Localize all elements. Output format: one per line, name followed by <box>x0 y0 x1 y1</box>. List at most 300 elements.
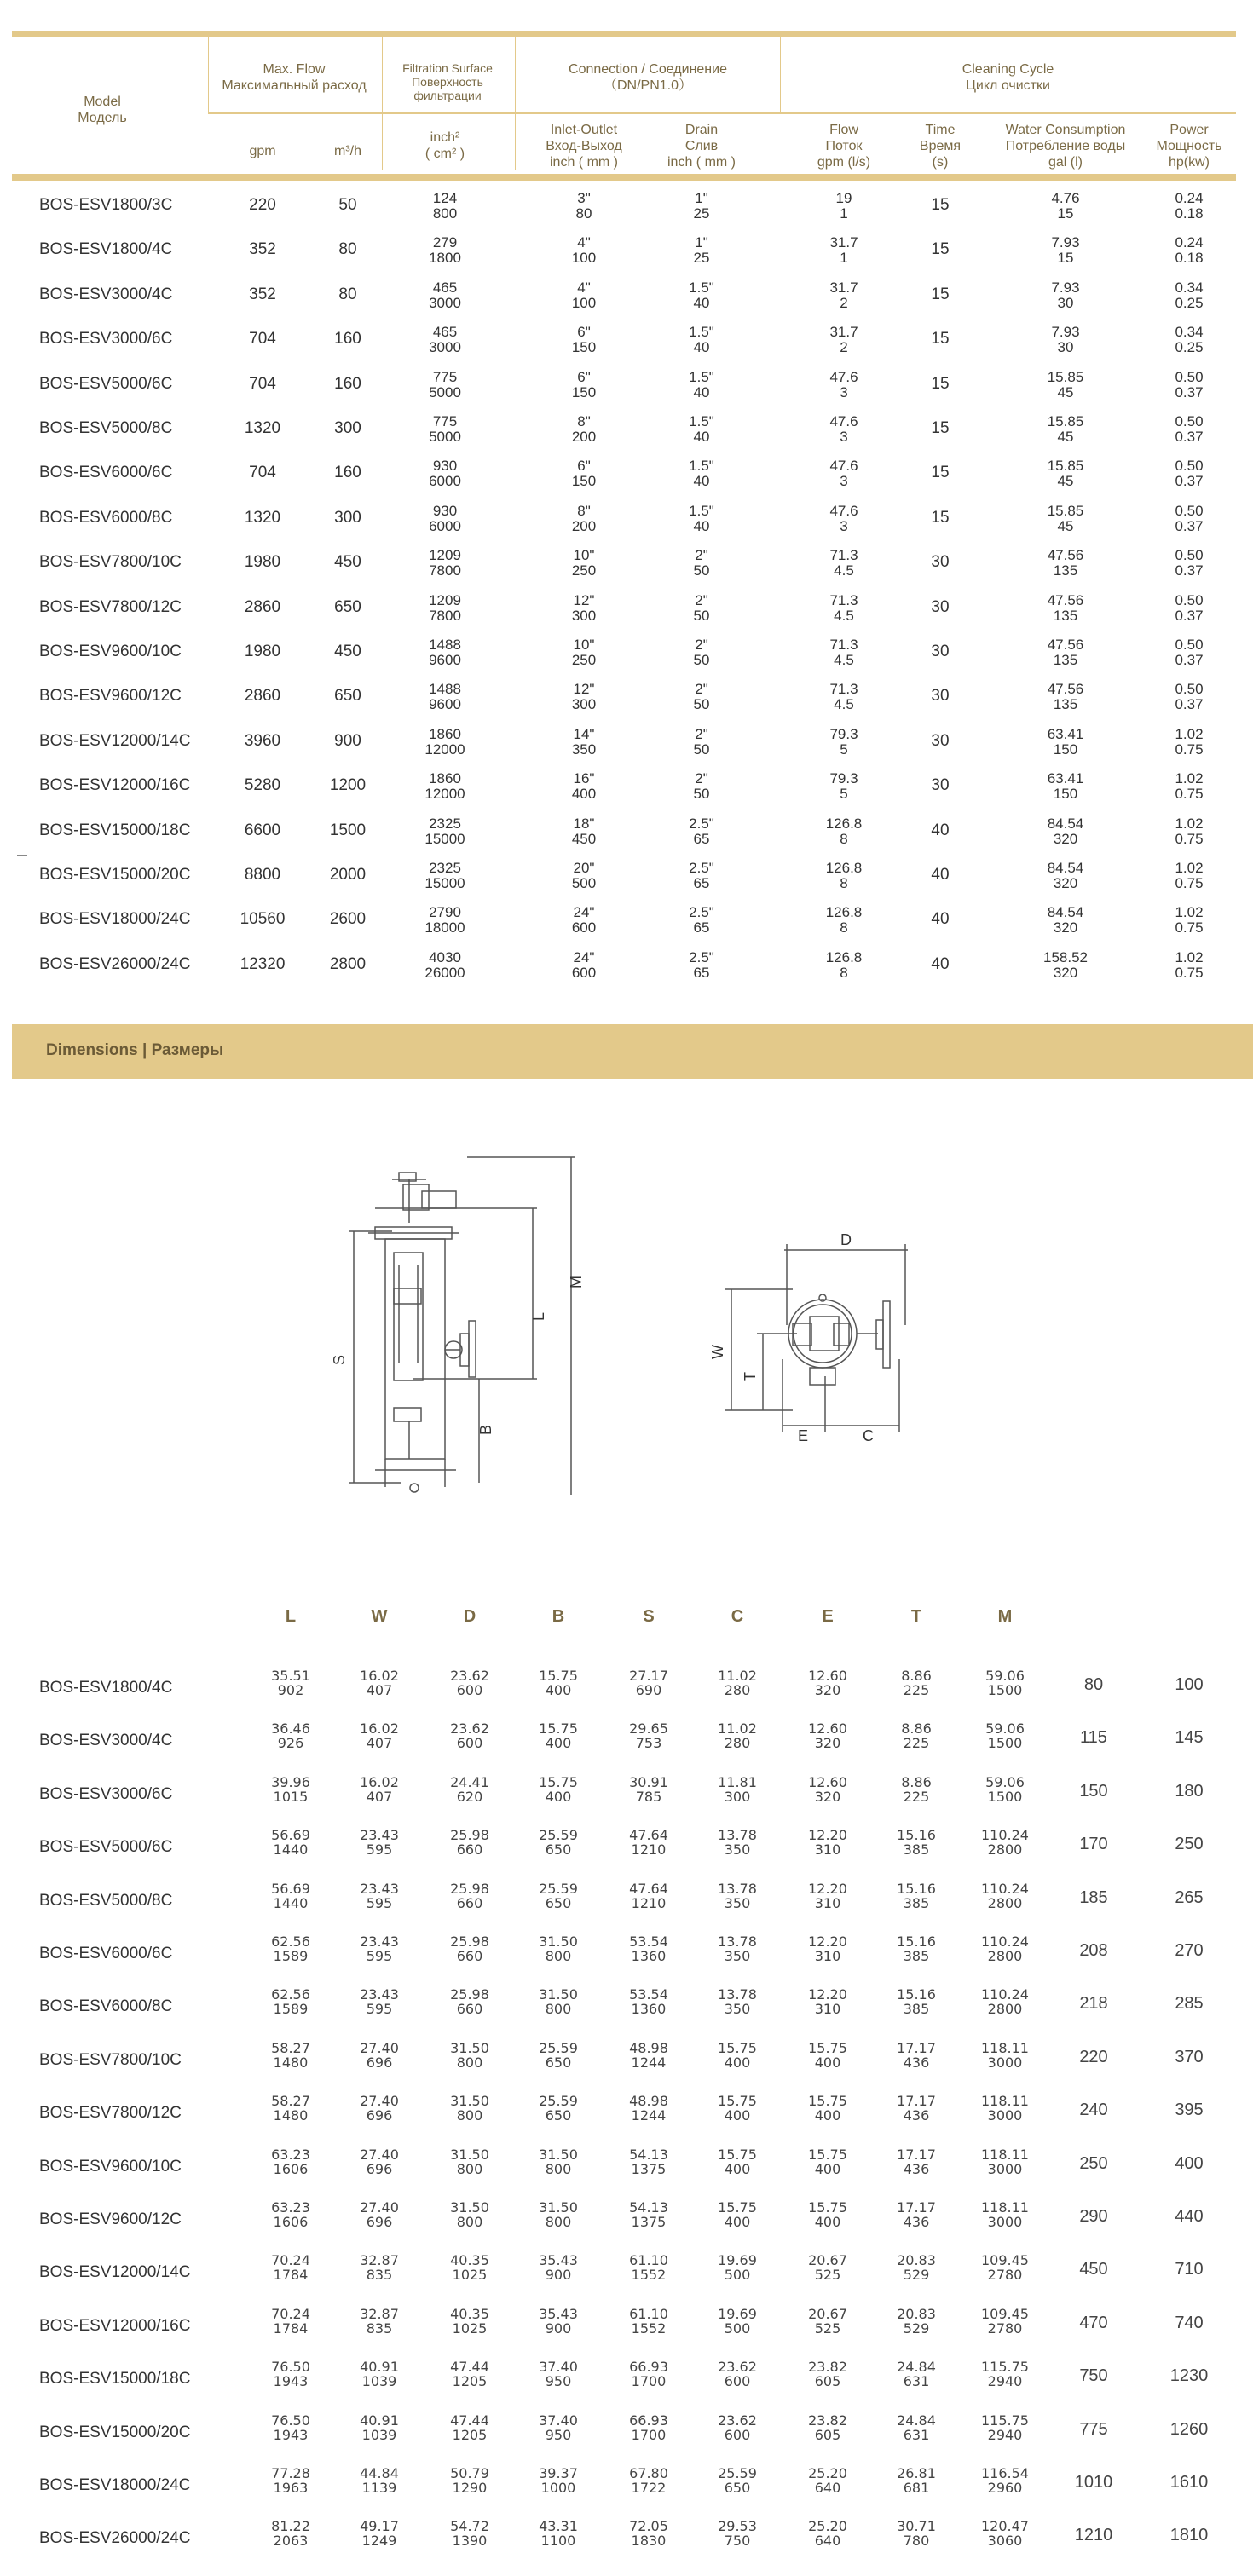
dim-extra-1: 290 <box>1079 2207 1108 2226</box>
dim-value-D: 25.98 660 <box>450 1827 489 1859</box>
spec-inlet-outlet: 18" 450 <box>571 815 597 847</box>
spec-m3h: 900 <box>334 731 361 750</box>
header-filtration-surface: Filtration Surface Поверхность фильтрации <box>402 61 493 102</box>
spec-drain: 1.5" 40 <box>689 324 714 356</box>
spec-flow: 71.3 4.5 <box>829 637 858 668</box>
spec-gpm: 8800 <box>244 866 281 884</box>
spec-model: BOS-ESV5000/8C <box>39 419 173 437</box>
dim-value-C: 23.62 600 <box>718 2359 757 2390</box>
spec-inlet-outlet: 14" 350 <box>571 725 597 758</box>
dim-value-E: 12.60 320 <box>808 1720 847 1752</box>
dim-value-D: 24.41 620 <box>450 1773 489 1805</box>
spec-inlet-outlet: 6" 150 <box>571 324 597 356</box>
dim-value-M: 109.45 2780 <box>981 2252 1029 2284</box>
dim-header-S: S <box>643 1607 655 1626</box>
spec-model: BOS-ESV7800/12C <box>39 597 182 616</box>
header-model: Model Модель <box>78 95 127 125</box>
spec-water: 47.56 135 <box>1047 547 1084 579</box>
dim-header-E: E <box>822 1607 834 1626</box>
label-M: M <box>568 1276 585 1288</box>
dim-extra-1: 115 <box>1080 1728 1107 1748</box>
dim-value-C: 15.75 400 <box>718 2146 757 2177</box>
dim-value-L: 62.56 1589 <box>271 1933 310 1964</box>
dim-value-E: 15.75 400 <box>808 2093 847 2124</box>
dim-value-W: 32.87 835 <box>360 2305 399 2337</box>
dim-value-M: 118.11 3000 <box>981 2093 1029 2124</box>
dim-value-L: 77.28 1963 <box>271 2465 310 2496</box>
dim-value-C: 13.78 350 <box>718 1827 757 1859</box>
spec-water: 63.41 150 <box>1047 770 1084 803</box>
spec-water: 47.56 135 <box>1047 637 1084 668</box>
dim-header-W: W <box>371 1607 388 1626</box>
spec-inlet-outlet: 4" 100 <box>571 279 597 311</box>
spec-time: 30 <box>931 597 950 616</box>
dim-value-M: 118.11 3000 <box>981 2199 1029 2230</box>
spec-water: 7.93 30 <box>1051 324 1080 356</box>
spec-power: 0.50 0.37 <box>1175 681 1204 713</box>
dim-model: BOS-ESV7800/10C <box>39 2050 182 2069</box>
dim-value-D: 31.50 800 <box>450 2146 489 2177</box>
spec-model: BOS-ESV1800/3C <box>39 196 173 214</box>
spec-surface: 279 1800 <box>429 234 461 267</box>
header-gpm: gpm <box>249 144 276 158</box>
dim-extra-2: 740 <box>1175 2313 1204 2332</box>
dim-value-M: 116.54 2960 <box>981 2465 1029 2496</box>
dim-value-W: 16.02 407 <box>360 1720 399 1752</box>
dim-value-T: 30.71 780 <box>897 2518 936 2550</box>
dim-value-D: 23.62 600 <box>450 1668 489 1698</box>
spec-model: BOS-ESV1800/4C <box>39 240 173 259</box>
spec-drain: 1.5" 40 <box>689 368 714 401</box>
spec-time: 30 <box>931 776 950 795</box>
dim-value-W: 27.40 696 <box>360 2093 399 2124</box>
label-C: C <box>863 1427 874 1444</box>
dim-value-B: 43.31 1100 <box>539 2518 578 2550</box>
spec-surface: 1209 7800 <box>429 547 461 579</box>
dim-value-M: 59.06 1500 <box>985 1720 1025 1752</box>
dim-value-T: 17.17 436 <box>897 2146 936 2177</box>
dim-value-D: 50.79 1290 <box>450 2465 489 2496</box>
spec-m3h: 2000 <box>329 866 367 884</box>
spec-m3h: 1200 <box>329 776 367 795</box>
spec-inlet-outlet: 10" 250 <box>571 547 597 579</box>
dim-value-E: 12.20 310 <box>808 1827 847 1859</box>
dim-value-D: 25.98 660 <box>450 1933 489 1964</box>
spec-gpm: 6600 <box>244 821 281 839</box>
dim-model: BOS-ESV3000/6C <box>39 1784 173 1803</box>
margin-dash <box>17 855 27 856</box>
dim-value-W: 40.91 1039 <box>360 2412 399 2443</box>
dim-value-T: 8.86 225 <box>901 1668 932 1698</box>
dim-extra-2: 100 <box>1175 1675 1204 1694</box>
dim-value-S: 48.98 1244 <box>629 2093 668 2124</box>
dim-value-C: 13.78 350 <box>718 1986 757 2018</box>
dim-value-C: 19.69 500 <box>718 2305 757 2337</box>
spec-flow: 19 1 <box>835 190 852 222</box>
spec-inlet-outlet: 16" 400 <box>571 770 597 803</box>
label-L: L <box>530 1311 547 1321</box>
spec-gpm: 5280 <box>244 776 281 795</box>
spec-water: 158.52 320 <box>1043 948 1088 981</box>
dim-value-D: 25.98 660 <box>450 1986 489 2018</box>
dim-extra-2: 265 <box>1175 1887 1204 1907</box>
dim-value-S: 54.13 1375 <box>629 2146 668 2177</box>
spec-gpm: 10560 <box>240 910 286 929</box>
spec-flow: 71.3 4.5 <box>829 681 858 713</box>
spec-time: 15 <box>931 240 950 259</box>
dim-header-T: T <box>910 1607 922 1626</box>
dim-model: BOS-ESV6000/8C <box>39 1997 173 2016</box>
spec-model: BOS-ESV9600/10C <box>39 643 182 660</box>
spec-surface: 775 5000 <box>429 413 461 445</box>
dim-value-W: 32.87 835 <box>360 2252 399 2284</box>
spec-water: 63.41 150 <box>1047 725 1084 758</box>
dim-model: BOS-ESV12000/14C <box>39 2263 191 2282</box>
spec-surface: 465 3000 <box>429 324 461 356</box>
header-connection: Connection / Соединение （DN/PN1.0） <box>569 62 727 93</box>
dimensions-title: Dimensions | Размеры <box>46 1041 224 1059</box>
spec-surface: 1860 12000 <box>424 725 465 758</box>
dim-value-E: 12.20 310 <box>808 1880 847 1911</box>
spec-surface: 775 5000 <box>429 368 461 401</box>
spec-model: BOS-ESV26000/24C <box>39 954 191 973</box>
spec-gpm: 12320 <box>240 954 286 973</box>
dim-value-E: 23.82 605 <box>808 2412 847 2443</box>
dim-value-D: 54.72 1390 <box>450 2518 489 2550</box>
spec-drain: 1.5" 40 <box>689 279 714 311</box>
spec-inlet-outlet: 8" 200 <box>571 413 597 445</box>
spec-surface: 1860 12000 <box>424 770 465 803</box>
dim-value-T: 20.83 529 <box>897 2305 936 2337</box>
dim-header-D: D <box>463 1607 476 1626</box>
spec-m3h: 50 <box>338 196 357 214</box>
spec-model: BOS-ESV15000/18C <box>39 821 191 839</box>
dim-value-B: 25.59 650 <box>539 2039 578 2071</box>
dim-model: BOS-ESV9600/10C <box>39 2157 182 2175</box>
spec-water: 47.56 135 <box>1047 591 1084 624</box>
spec-gpm: 704 <box>249 374 276 393</box>
dim-model: BOS-ESV26000/24C <box>39 2529 191 2548</box>
dim-value-L: 76.50 1943 <box>271 2359 310 2390</box>
spec-model: BOS-ESV5000/6C <box>39 374 173 393</box>
spec-power: 0.24 0.18 <box>1175 234 1204 267</box>
dim-model: BOS-ESV15000/20C <box>39 2423 191 2441</box>
dim-extra-1: 170 <box>1079 1835 1108 1854</box>
spec-power: 1.02 0.75 <box>1175 725 1204 758</box>
dim-extra-2: 400 <box>1175 2153 1204 2173</box>
spec-time: 40 <box>931 910 950 929</box>
dim-extra-2: 1810 <box>1169 2526 1209 2545</box>
dim-value-T: 24.84 631 <box>897 2412 936 2443</box>
dim-value-M: 118.11 3000 <box>981 2146 1029 2177</box>
dim-value-W: 27.40 696 <box>360 2039 399 2071</box>
spec-water: 15.85 45 <box>1047 413 1084 445</box>
spec-power: 0.50 0.37 <box>1175 368 1204 401</box>
dim-extra-2: 1230 <box>1169 2366 1209 2386</box>
spec-power: 1.02 0.75 <box>1175 904 1204 936</box>
dim-value-T: 15.16 385 <box>897 1880 936 1911</box>
spec-drain: 2.5" 65 <box>689 948 714 981</box>
spec-time: 40 <box>931 821 950 839</box>
dim-value-E: 15.75 400 <box>808 2039 847 2071</box>
dim-extra-1: 150 <box>1079 1781 1108 1801</box>
spec-surface: 1488 9600 <box>429 637 461 668</box>
dim-value-C: 15.75 400 <box>718 2093 757 2124</box>
spec-gpm: 704 <box>249 330 276 349</box>
header-divider <box>208 37 209 114</box>
dim-value-C: 25.59 650 <box>718 2465 757 2496</box>
spec-flow: 31.7 1 <box>829 234 858 267</box>
spec-gpm: 1320 <box>244 419 281 437</box>
dim-value-B: 39.37 1000 <box>539 2465 578 2496</box>
spec-gpm: 1980 <box>244 553 281 572</box>
dim-model: BOS-ESV5000/6C <box>39 1838 173 1857</box>
spec-flow: 79.3 5 <box>829 770 858 803</box>
spec-surface: 1488 9600 <box>429 681 461 713</box>
spec-m3h: 2600 <box>329 910 367 929</box>
dim-value-E: 12.20 310 <box>808 1933 847 1964</box>
dim-value-W: 40.91 1039 <box>360 2359 399 2390</box>
dim-value-C: 29.53 750 <box>718 2518 757 2550</box>
spec-time: 40 <box>931 954 950 973</box>
spec-surface: 930 6000 <box>429 502 461 534</box>
spec-surface: 124 800 <box>432 190 458 222</box>
dim-extra-1: 450 <box>1079 2260 1108 2279</box>
header-rule <box>12 174 1236 181</box>
spec-flow: 71.3 4.5 <box>829 547 858 579</box>
spec-water: 84.54 320 <box>1047 904 1084 936</box>
dim-extra-2: 440 <box>1175 2207 1204 2226</box>
dim-extra-1: 1010 <box>1074 2473 1113 2492</box>
dim-extra-2: 395 <box>1175 2101 1204 2120</box>
filter-side-view-diagram <box>324 1142 605 1508</box>
dim-value-E: 15.75 400 <box>808 2199 847 2230</box>
spec-drain: 2.5" 65 <box>689 904 714 936</box>
spec-flow: 31.7 2 <box>829 279 858 311</box>
dim-value-L: 81.22 2063 <box>271 2518 310 2550</box>
dim-extra-2: 1610 <box>1169 2473 1209 2492</box>
label-E: E <box>798 1427 809 1444</box>
dim-value-S: 72.05 1830 <box>629 2518 668 2550</box>
spec-drain: 1.5" 40 <box>689 458 714 490</box>
spec-water: 15.85 45 <box>1047 502 1084 534</box>
dim-extra-1: 240 <box>1079 2101 1108 2120</box>
dim-value-T: 15.16 385 <box>897 1986 936 2018</box>
dim-value-E: 20.67 525 <box>808 2305 847 2337</box>
header-cleaning-cycle: Cleaning Cycle Цикл очистки <box>962 62 1054 93</box>
dim-extra-2: 180 <box>1175 1781 1204 1801</box>
dim-model: BOS-ESV3000/4C <box>39 1732 173 1750</box>
spec-drain: 1.5" 40 <box>689 502 714 534</box>
dim-value-B: 31.50 800 <box>539 2146 578 2177</box>
spec-drain: 2" 50 <box>693 547 710 579</box>
spec-power: 1.02 0.75 <box>1175 860 1204 891</box>
dim-value-L: 39.96 1015 <box>271 1773 310 1805</box>
dim-value-L: 58.27 1480 <box>271 2039 310 2071</box>
header-inlet-outlet: Inlet-Outlet Вход-Выход inch ( mm ) <box>546 123 622 170</box>
dim-value-B: 15.75 400 <box>539 1720 578 1752</box>
dim-value-S: 61.10 1552 <box>629 2305 668 2337</box>
dim-value-T: 17.17 436 <box>897 2199 936 2230</box>
spec-m3h: 160 <box>334 330 361 349</box>
spec-inlet-outlet: 8" 200 <box>571 502 597 534</box>
header-water: Water Consumption Потребление воды gal (l) <box>1005 123 1126 170</box>
spec-m3h: 2800 <box>329 954 367 973</box>
label-S: S <box>331 1354 348 1365</box>
spec-water: 7.93 30 <box>1051 279 1080 311</box>
spec-model: BOS-ESV9600/12C <box>39 687 182 706</box>
dim-value-B: 37.40 950 <box>539 2359 578 2390</box>
dim-extra-2: 250 <box>1175 1835 1204 1854</box>
spec-model: BOS-ESV6000/6C <box>39 464 173 482</box>
dim-extra-1: 250 <box>1079 2153 1108 2173</box>
dimensions-bar <box>12 1024 1253 1079</box>
spec-flow: 47.6 3 <box>829 458 858 490</box>
spec-power: 1.02 0.75 <box>1175 948 1204 981</box>
spec-power: 0.50 0.37 <box>1175 413 1204 445</box>
dim-value-D: 23.62 600 <box>450 1720 489 1752</box>
spec-flow: 126.8 8 <box>825 948 863 981</box>
dim-value-C: 11.81 300 <box>718 1773 757 1805</box>
header-divider <box>515 37 516 170</box>
dim-value-D: 25.98 660 <box>450 1880 489 1911</box>
spec-m3h: 300 <box>334 419 361 437</box>
spec-model: BOS-ESV6000/8C <box>39 508 173 527</box>
dim-value-T: 15.16 385 <box>897 1827 936 1859</box>
dim-value-M: 59.06 1500 <box>985 1773 1025 1805</box>
dim-value-L: 70.24 1784 <box>271 2252 310 2284</box>
dim-value-E: 25.20 640 <box>808 2465 847 2496</box>
dim-extra-2: 270 <box>1175 1941 1204 1960</box>
header-drain: Drain Слив inch ( mm ) <box>667 123 736 170</box>
dim-value-L: 70.24 1784 <box>271 2305 310 2337</box>
dim-value-T: 26.81 681 <box>897 2465 936 2496</box>
dim-value-M: 110.24 2800 <box>981 1827 1029 1859</box>
dim-value-B: 25.59 650 <box>539 2093 578 2124</box>
dim-value-B: 35.43 900 <box>539 2252 578 2284</box>
spec-time: 30 <box>931 731 950 750</box>
spec-power: 1.02 0.75 <box>1175 815 1204 847</box>
spec-power: 0.34 0.25 <box>1175 324 1204 356</box>
spec-surface: 2325 15000 <box>424 815 465 847</box>
spec-water: 84.54 320 <box>1047 815 1084 847</box>
spec-power: 0.50 0.37 <box>1175 458 1204 490</box>
dim-value-B: 35.43 900 <box>539 2305 578 2337</box>
spec-time: 15 <box>931 464 950 482</box>
dim-value-L: 36.46 926 <box>271 1720 310 1752</box>
spec-time: 15 <box>931 508 950 527</box>
dim-value-S: 47.64 1210 <box>629 1880 668 1911</box>
spec-m3h: 160 <box>334 464 361 482</box>
dim-value-D: 40.35 1025 <box>450 2305 489 2337</box>
dim-extra-1: 185 <box>1079 1887 1108 1907</box>
dim-value-C: 15.75 400 <box>718 2199 757 2230</box>
dim-value-W: 27.40 696 <box>360 2146 399 2177</box>
dim-value-W: 23.43 595 <box>360 1933 399 1964</box>
spec-inlet-outlet: 12" 300 <box>571 681 597 713</box>
spec-surface: 465 3000 <box>429 279 461 311</box>
dim-extra-1: 208 <box>1079 1941 1108 1960</box>
dim-value-E: 23.82 605 <box>808 2359 847 2390</box>
dim-extra-2: 710 <box>1175 2260 1204 2279</box>
spec-power: 0.50 0.37 <box>1175 591 1204 624</box>
dim-value-T: 8.86 225 <box>901 1720 932 1752</box>
spec-flow: 47.6 3 <box>829 502 858 534</box>
dim-value-T: 17.17 436 <box>897 2039 936 2071</box>
dim-value-S: 53.54 1360 <box>629 1933 668 1964</box>
spec-flow: 31.7 2 <box>829 324 858 356</box>
spec-flow: 47.6 3 <box>829 413 858 445</box>
spec-inlet-outlet: 20" 500 <box>571 860 597 891</box>
dim-value-W: 49.17 1249 <box>360 2518 399 2550</box>
spec-drain: 2" 50 <box>693 681 710 713</box>
spec-water: 15.85 45 <box>1047 368 1084 401</box>
spec-flow: 126.8 8 <box>825 815 863 847</box>
dim-model: BOS-ESV1800/4C <box>39 1679 173 1697</box>
spec-flow: 126.8 8 <box>825 860 863 891</box>
dim-value-B: 31.50 800 <box>539 2199 578 2230</box>
label-W: W <box>709 1345 726 1359</box>
dim-value-S: 54.13 1375 <box>629 2199 668 2230</box>
header-m3h: m³/h <box>334 144 361 158</box>
dim-extra-1: 750 <box>1079 2366 1108 2386</box>
dim-model: BOS-ESV9600/12C <box>39 2210 182 2228</box>
spec-power: 0.50 0.37 <box>1175 547 1204 579</box>
header-inch2: inch² ( cm² ) <box>424 130 465 161</box>
label-D: D <box>840 1231 852 1248</box>
spec-gpm: 3960 <box>244 731 281 750</box>
dim-value-B: 25.59 650 <box>539 1827 578 1859</box>
spec-power: 1.02 0.75 <box>1175 770 1204 803</box>
dim-value-S: 66.93 1700 <box>629 2359 668 2390</box>
top-rule <box>12 31 1236 37</box>
spec-model: BOS-ESV7800/10C <box>39 553 182 572</box>
label-B: B <box>477 1424 494 1435</box>
dim-value-D: 47.44 1205 <box>450 2359 489 2390</box>
dim-value-W: 16.02 407 <box>360 1773 399 1805</box>
dim-model: BOS-ESV6000/6C <box>39 1945 173 1962</box>
dim-value-B: 31.50 800 <box>539 1986 578 2018</box>
spec-m3h: 80 <box>338 285 357 303</box>
spec-surface: 930 6000 <box>429 458 461 490</box>
dim-value-T: 24.84 631 <box>897 2359 936 2390</box>
spec-water: 15.85 45 <box>1047 458 1084 490</box>
dim-value-M: 110.24 2800 <box>981 1933 1029 1964</box>
dim-value-S: 30.91 785 <box>629 1773 668 1805</box>
spec-gpm: 352 <box>249 285 276 303</box>
dim-value-S: 48.98 1244 <box>629 2039 668 2071</box>
dim-value-C: 13.78 350 <box>718 1880 757 1911</box>
spec-model: BOS-ESV18000/24C <box>39 910 191 929</box>
spec-drain: 2" 50 <box>693 725 710 758</box>
header-subrule <box>208 112 1236 114</box>
dim-value-S: 27.17 690 <box>629 1668 668 1698</box>
dim-value-B: 37.40 950 <box>539 2412 578 2443</box>
dim-value-D: 31.50 800 <box>450 2199 489 2230</box>
dim-model: BOS-ESV12000/16C <box>39 2316 191 2335</box>
dim-value-S: 67.80 1722 <box>629 2465 668 2496</box>
dim-value-L: 63.23 1606 <box>271 2199 310 2230</box>
spec-gpm: 220 <box>249 196 276 214</box>
spec-surface: 2325 15000 <box>424 860 465 891</box>
spec-drain: 2" 50 <box>693 770 710 803</box>
dim-value-W: 16.02 407 <box>360 1668 399 1698</box>
spec-model: BOS-ESV3000/4C <box>39 285 173 303</box>
dim-extra-2: 145 <box>1175 1728 1204 1748</box>
dim-value-T: 20.83 529 <box>897 2252 936 2284</box>
spec-m3h: 80 <box>338 240 357 259</box>
dim-model: BOS-ESV7800/12C <box>39 2104 182 2123</box>
